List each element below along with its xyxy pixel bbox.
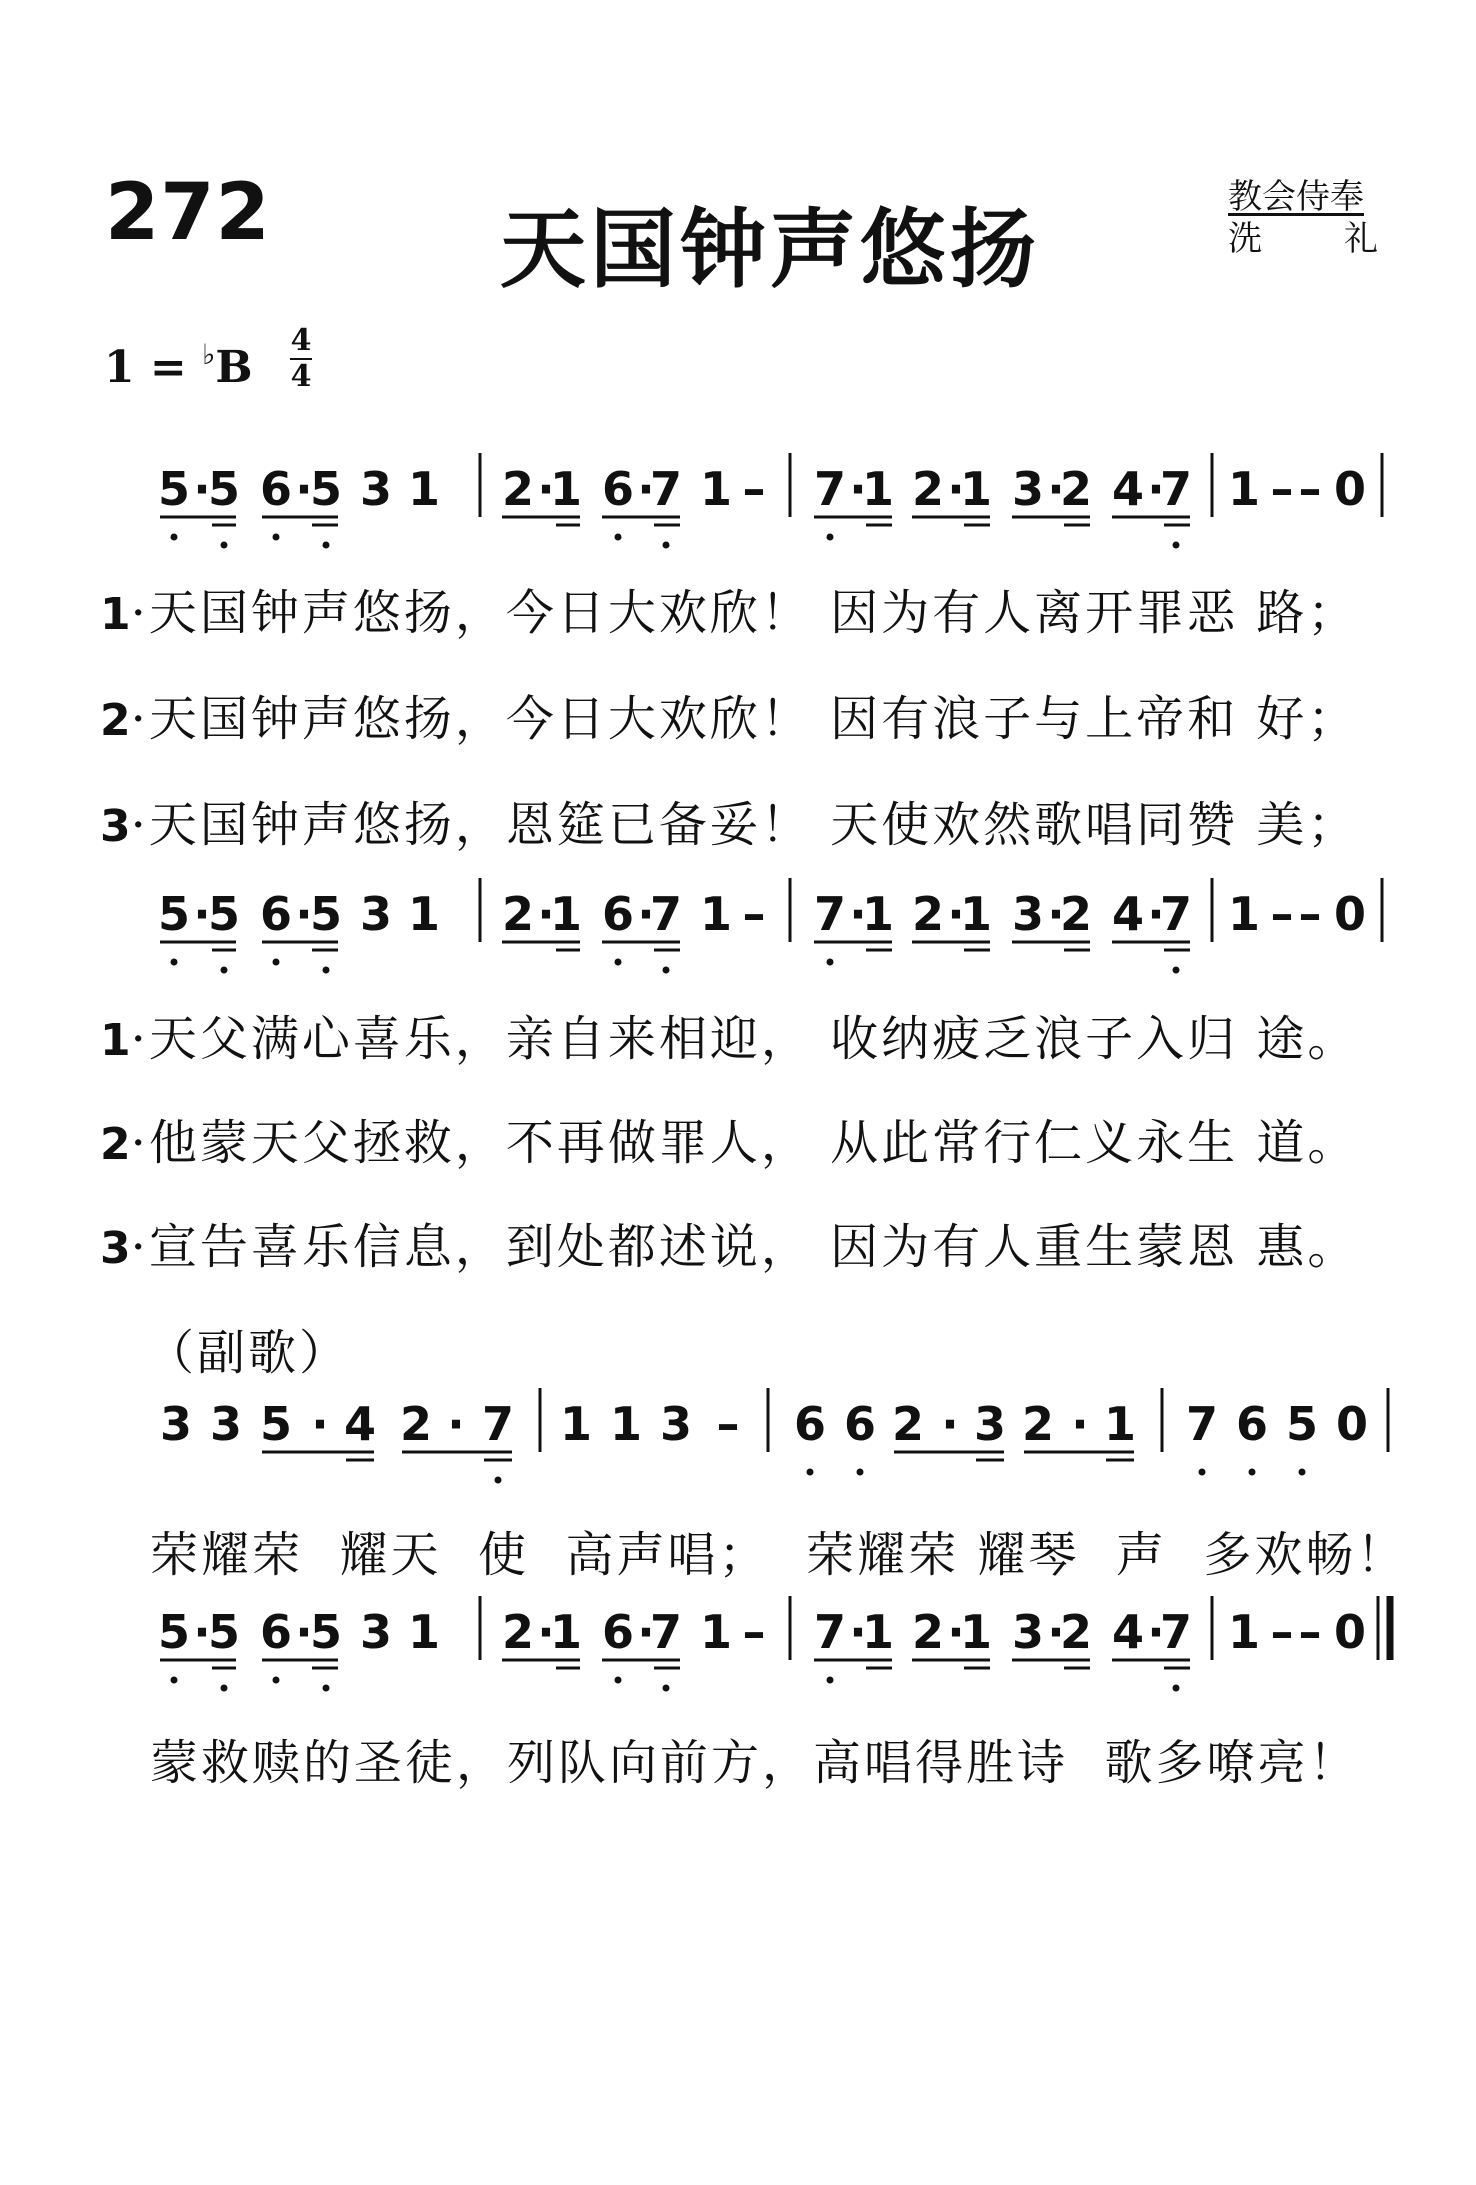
note: 1 [959, 462, 993, 516]
octave-dot [323, 542, 330, 549]
note: 2 [1021, 1397, 1055, 1451]
verse-number: 2 [100, 695, 131, 746]
note: 7 [1159, 1605, 1193, 1659]
category-line-2-b: 礼 [1344, 219, 1378, 259]
note: 0 [1333, 887, 1367, 941]
note: 3 [659, 1397, 693, 1451]
note: 6 [259, 1605, 293, 1659]
note: 6 [793, 1397, 827, 1451]
note: 6 [601, 1605, 635, 1659]
note: · [193, 462, 211, 516]
note: 4 [1111, 462, 1145, 516]
note: 3 [1011, 462, 1045, 516]
note: 2 [1059, 462, 1093, 516]
lyric-text: 他蒙天父拯救，不再做罪人， 从此常行仁义永生 道。 [148, 1115, 1359, 1171]
note: – [1270, 1605, 1294, 1659]
time-top: 4 [290, 323, 312, 358]
verse-line-3a: 3·天国钟声悠扬，恩筵已备妥！ 天使欢然歌唱同赞 美； [100, 797, 1359, 853]
octave-dot [171, 1677, 178, 1684]
note: 5 [1285, 1397, 1319, 1451]
note: 5 [157, 462, 191, 516]
note: · [537, 462, 555, 516]
note: · [637, 887, 655, 941]
octave-dot [221, 542, 228, 549]
octave-dot [221, 967, 228, 974]
note: · [311, 1397, 329, 1451]
note: 7 [1185, 1397, 1219, 1451]
note: 1 [699, 462, 733, 516]
note: 5 [157, 1605, 191, 1659]
octave-dot [171, 959, 178, 966]
verse-number: 2 [100, 1119, 131, 1170]
note: – [742, 887, 766, 941]
note: 5 [157, 887, 191, 941]
note: 3 [973, 1397, 1007, 1451]
chorus-label: （副歌） [146, 1325, 351, 1381]
note: – [742, 462, 766, 516]
note: 6 [843, 1397, 877, 1451]
note: – [716, 1397, 740, 1451]
octave-dot [273, 534, 280, 541]
octave-dot [615, 959, 622, 966]
lyric-text: 天国钟声悠扬，恩筵已备妥！ 天使欢然歌唱同赞 美； [148, 797, 1359, 853]
note: · [637, 462, 655, 516]
note: 5 [309, 462, 343, 516]
note: 7 [649, 1605, 683, 1659]
note: 6 [1235, 1397, 1269, 1451]
note: 4 [1111, 887, 1145, 941]
verse-line-2b: 2·他蒙天父拯救，不再做罪人， 从此常行仁义永生 道。 [100, 1115, 1359, 1171]
note: 2 [1059, 1605, 1093, 1659]
note: – [1270, 462, 1294, 516]
octave-dot [273, 959, 280, 966]
note: 7 [649, 887, 683, 941]
note: 0 [1333, 462, 1367, 516]
note: 1 [861, 1605, 895, 1659]
note: 1 [959, 887, 993, 941]
octave-dot [615, 534, 622, 541]
note: 1 [1227, 462, 1261, 516]
octave-dot [827, 534, 834, 541]
note: – [1270, 887, 1294, 941]
note: 5 [207, 887, 241, 941]
note: · [1147, 462, 1165, 516]
verse-number: 1 [100, 1015, 131, 1066]
note: 1 [699, 1605, 733, 1659]
note: 1 [609, 1397, 643, 1451]
octave-dot [1249, 1469, 1256, 1476]
note: · [193, 1605, 211, 1659]
note: 2 [399, 1397, 433, 1451]
note: 0 [1333, 1605, 1367, 1659]
note: 1 [1103, 1397, 1137, 1451]
note: · [295, 1605, 313, 1659]
note: · [1071, 1397, 1089, 1451]
note: 7 [813, 887, 847, 941]
octave-dot [1299, 1469, 1306, 1476]
note: · [1047, 1605, 1065, 1659]
note: 7 [649, 462, 683, 516]
note: 3 [159, 1397, 193, 1451]
note: · [1147, 887, 1165, 941]
note: · [1047, 887, 1065, 941]
note: 2 [501, 887, 535, 941]
note: 7 [813, 462, 847, 516]
note: 1 [407, 887, 441, 941]
lyric-text: 天父满心喜乐，亲自来相迎， 收纳疲乏浪子入归 途。 [148, 1011, 1359, 1067]
key-note: B [215, 342, 253, 393]
note: 1 [549, 887, 583, 941]
note: – [1298, 887, 1322, 941]
lyric-text: 宣告喜乐信息，到处都述说， 因为有人重生蒙恩 惠。 [148, 1219, 1359, 1275]
hymn-title: 天国钟声悠扬 [500, 199, 1040, 300]
verse-number: 3 [100, 801, 131, 852]
octave-dot [827, 1677, 834, 1684]
octave-dot [323, 967, 330, 974]
note: · [849, 462, 867, 516]
note: 6 [601, 462, 635, 516]
note: · [947, 887, 965, 941]
octave-dot [221, 1685, 228, 1692]
note: 7 [813, 1605, 847, 1659]
note: 3 [359, 462, 393, 516]
category-line-1: 教会侍奉 [1228, 177, 1364, 217]
verse-number: 1 [100, 589, 131, 640]
note: · [947, 462, 965, 516]
octave-dot [663, 967, 670, 974]
note: 5 [259, 1397, 293, 1451]
note: 1 [1227, 887, 1261, 941]
note: – [1298, 462, 1322, 516]
note: 2 [501, 462, 535, 516]
note: 1 [549, 1605, 583, 1659]
key-prefix: 1 = [104, 342, 187, 393]
note: 1 [549, 462, 583, 516]
note: 6 [259, 887, 293, 941]
note: 3 [1011, 887, 1045, 941]
note: 2 [891, 1397, 925, 1451]
note: 2 [911, 462, 945, 516]
octave-dot [857, 1469, 864, 1476]
note: · [637, 1605, 655, 1659]
note: · [447, 1397, 465, 1451]
octave-dot [273, 1677, 280, 1684]
octave-dot [1173, 1685, 1180, 1692]
note: · [941, 1397, 959, 1451]
chorus-lyric-2: 蒙救赎的圣徒，列队向前方，高唱得胜诗 歌多嘹亮！ [150, 1735, 1360, 1791]
note: 1 [699, 887, 733, 941]
octave-dot [807, 1469, 814, 1476]
note: 2 [911, 887, 945, 941]
note: 1 [959, 1605, 993, 1659]
note: · [1047, 462, 1065, 516]
note: 4 [343, 1397, 377, 1451]
verse-line-3b: 3·宣告喜乐信息，到处都述说， 因为有人重生蒙恩 惠。 [100, 1219, 1359, 1275]
note: 1 [559, 1397, 593, 1451]
note: · [849, 1605, 867, 1659]
note: · [537, 887, 555, 941]
octave-dot [323, 1685, 330, 1692]
note: · [849, 887, 867, 941]
note: 1 [407, 462, 441, 516]
note: 4 [1111, 1605, 1145, 1659]
note: 1 [1227, 1605, 1261, 1659]
note: 1 [861, 462, 895, 516]
note: 1 [861, 887, 895, 941]
note: · [947, 1605, 965, 1659]
note: 5 [207, 1605, 241, 1659]
note: 3 [209, 1397, 243, 1451]
note: 5 [207, 462, 241, 516]
note: 2 [911, 1605, 945, 1659]
flat-sign: ♭ [202, 338, 216, 371]
verse-line-1b: 1·天父满心喜乐，亲自来相迎， 收纳疲乏浪子入归 途。 [100, 1011, 1359, 1067]
octave-dot [1173, 967, 1180, 974]
note: 3 [1011, 1605, 1045, 1659]
note: – [1298, 1605, 1322, 1659]
verse-line-2a: 2·天国钟声悠扬，今日大欢欣！ 因有浪子与上帝和 好； [100, 691, 1359, 747]
octave-dot [827, 959, 834, 966]
octave-dot [663, 542, 670, 549]
note: · [295, 462, 313, 516]
note: 3 [359, 1605, 393, 1659]
note: 5 [309, 1605, 343, 1659]
chorus-lyric-1: 荣耀荣 耀天 使 高声唱； 荣耀荣 耀琴 声 多欢畅！ [150, 1527, 1408, 1583]
octave-dot [171, 534, 178, 541]
note: 6 [259, 462, 293, 516]
time-bottom: 4 [290, 359, 312, 394]
octave-dot [663, 1685, 670, 1692]
note: 3 [359, 887, 393, 941]
note: 6 [601, 887, 635, 941]
hymn-number: 272 [105, 168, 271, 258]
note: 1 [407, 1605, 441, 1659]
note: 5 [309, 887, 343, 941]
lyric-text: 天国钟声悠扬，今日大欢欣！ 因有浪子与上帝和 好； [148, 691, 1359, 747]
note: 2 [501, 1605, 535, 1659]
note: 7 [481, 1397, 515, 1451]
octave-dot [1199, 1469, 1206, 1476]
note: 7 [1159, 887, 1193, 941]
note: · [295, 887, 313, 941]
category-line-2-a: 洗 [1228, 219, 1262, 259]
note: · [1147, 1605, 1165, 1659]
note: · [537, 1605, 555, 1659]
octave-dot [495, 1477, 502, 1484]
note: 2 [1059, 887, 1093, 941]
note: – [742, 1605, 766, 1659]
verse-number: 3 [100, 1223, 131, 1274]
octave-dot [615, 1677, 622, 1684]
verse-line-1a: 1·天国钟声悠扬，今日大欢欣！ 因为有人离开罪恶 路； [100, 585, 1359, 641]
lyric-text: 天国钟声悠扬，今日大欢欣！ 因为有人离开罪恶 路； [148, 585, 1359, 641]
note: 0 [1335, 1397, 1369, 1451]
octave-dot [1173, 542, 1180, 549]
note: · [193, 887, 211, 941]
note: 7 [1159, 462, 1193, 516]
